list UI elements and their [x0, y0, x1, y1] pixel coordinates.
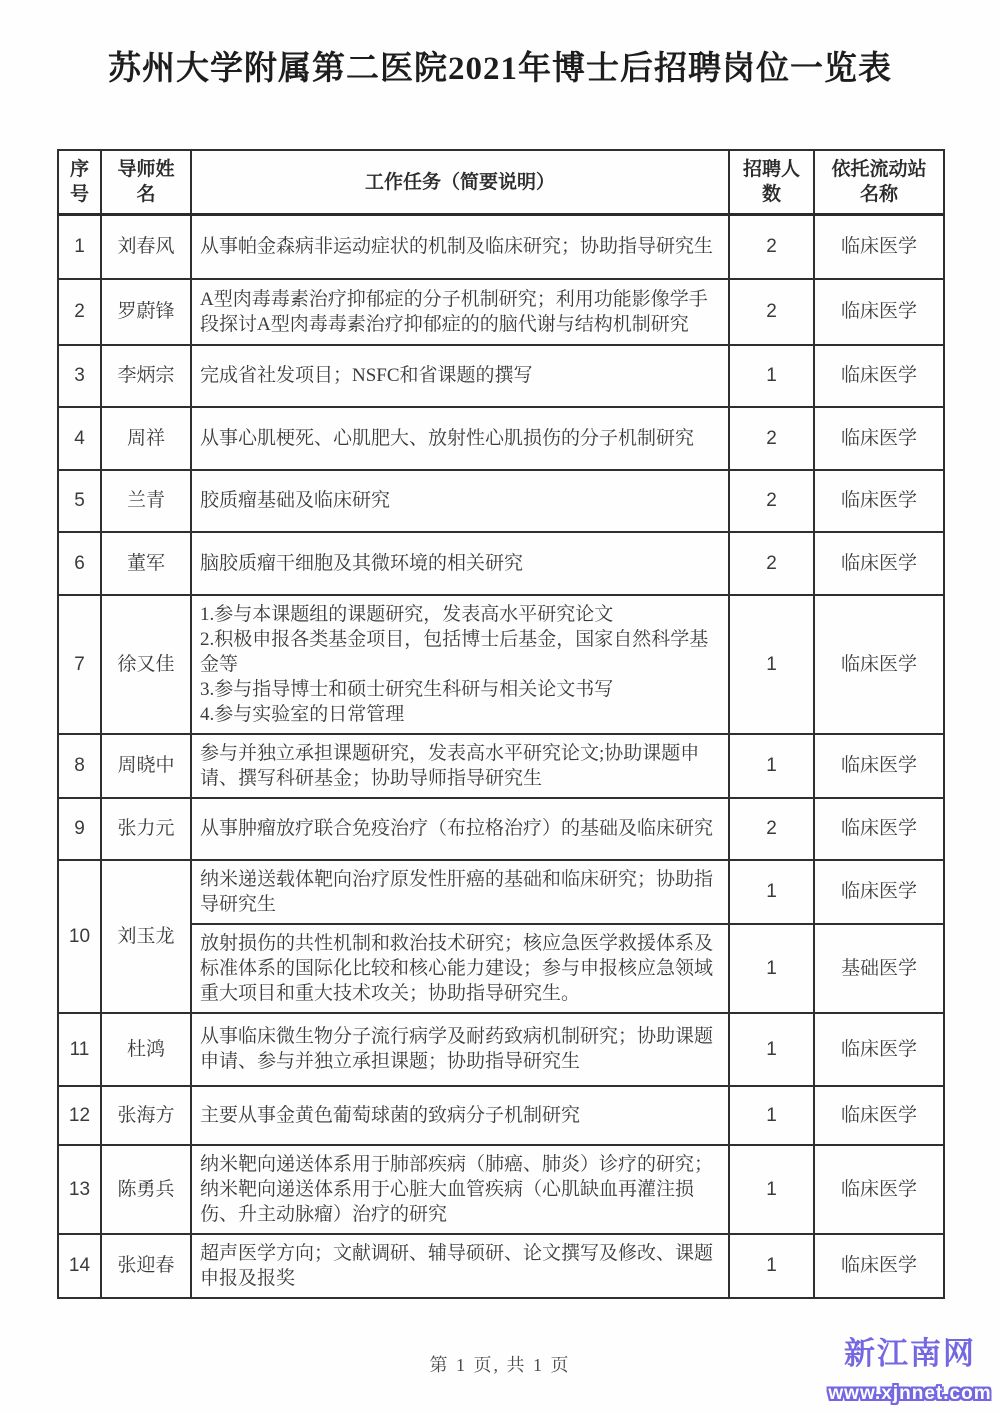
table-row — [58, 407, 944, 470]
cell-tasks — [191, 215, 729, 279]
cell-count: 1 — [729, 1013, 814, 1086]
cell-supervisor: 张海方 — [101, 1086, 191, 1145]
cell-station: 临床医学 — [814, 798, 944, 860]
cell-station: 临床医学 — [814, 860, 944, 924]
cell-supervisor: 陈勇兵 — [101, 1145, 191, 1234]
cell-count: 2 — [729, 470, 814, 532]
page-number: 第 1 页, 共 1 页 — [429, 1355, 571, 1375]
cell-supervisor: 张迎春 — [101, 1234, 191, 1298]
task-line: 从事肿瘤放疗联合免疫治疗（布拉格治疗）的基础及临床研究 — [200, 818, 714, 839]
cell-count: 2 — [729, 798, 814, 860]
col-header-station: 依托流动站名称 — [814, 150, 944, 215]
cell-no: 2 — [58, 279, 101, 345]
cell-tasks — [191, 1145, 729, 1234]
cell-supervisor: 兰青 — [101, 470, 191, 532]
cell-supervisor: 刘玉龙 — [101, 860, 191, 1013]
cell-supervisor: 罗蔚锋 — [101, 279, 191, 345]
cell-count: 1 — [729, 924, 814, 1013]
cell-supervisor: 张力元 — [101, 798, 191, 860]
cell-supervisor: 周晓中 — [101, 734, 191, 798]
cell-station: 临床医学 — [814, 345, 944, 407]
task-line: 胶质瘤基础及临床研究 — [200, 490, 391, 511]
table-row — [58, 1234, 944, 1298]
task-line: 完成省社发项目；NSFC和省课题的撰写 — [200, 365, 533, 386]
task-line: 脑胶质瘤干细胞及其微环境的相关研究 — [200, 552, 524, 574]
cell-station: 临床医学 — [814, 279, 944, 345]
cell-count: 2 — [729, 215, 814, 279]
cell-supervisor: 李炳宗 — [101, 345, 191, 407]
cell-count: 1 — [729, 1145, 814, 1234]
task-line: 4.参与实验室的日常管理 — [200, 703, 405, 725]
cell-tasks — [191, 407, 729, 470]
cell-station: 临床医学 — [814, 1234, 944, 1298]
cell-count: 2 — [729, 407, 814, 470]
cell-tasks — [191, 860, 729, 924]
task-line: 3.参与指导博士和硕士研究生科研与相关论文书写 — [200, 678, 614, 700]
cell-count: 1 — [729, 860, 814, 924]
cell-station: 临床医学 — [814, 1145, 944, 1234]
col-header-count: 招聘人数 — [729, 150, 814, 215]
table-row — [58, 532, 944, 595]
task-line: 参与并独立承担课题研究，发表高水平研究论文;协助课题申请、撰写科研基金；协助导师指导研究生 — [200, 742, 700, 789]
table-body — [58, 215, 944, 1298]
cell-count: 1 — [729, 345, 814, 407]
task-line: 纳米靶向递送体系用于肺部疾病（肺癌、肺炎）诊疗的研究； — [200, 1153, 714, 1175]
table-row — [58, 1145, 944, 1234]
cell-tasks — [191, 532, 729, 595]
cell-station: 临床医学 — [814, 734, 944, 798]
task-line: 纳米递送载体靶向治疗原发性肝癌的基础和临床研究；协助指导研究生 — [200, 868, 714, 915]
task-line: 2.积极申报各类基金项目，包括博士后基金，国家自然科学基金等 — [200, 628, 709, 675]
recruitment-table — [57, 149, 945, 1299]
cell-tasks — [191, 734, 729, 798]
watermark-url: www.xjnnet.com — [828, 1383, 992, 1405]
task-line: 纳米靶向递送体系用于心脏大血管疾病（心肌缺血再灌注损伤、升主动脉瘤）治疗的研究 — [200, 1178, 695, 1225]
task-line: 超声医学方向；文献调研、辅导硕研、论文撰写及修改、课题申报及报奖 — [200, 1242, 714, 1289]
table-row — [58, 595, 944, 734]
cell-tasks — [191, 595, 729, 734]
cell-tasks — [191, 1086, 729, 1145]
cell-station: 临床医学 — [814, 595, 944, 734]
cell-tasks — [191, 924, 729, 1013]
cell-tasks — [191, 1234, 729, 1298]
task-line: 从事心肌梗死、心肌肥大、放射性心肌损伤的分子机制研究 — [200, 427, 695, 449]
table-row — [58, 1013, 944, 1086]
site-watermark — [826, 1336, 994, 1405]
cell-no: 6 — [58, 532, 101, 595]
cell-count: 1 — [729, 1234, 814, 1298]
cell-no: 7 — [58, 595, 101, 734]
cell-station: 临床医学 — [814, 407, 944, 470]
table-row — [58, 215, 944, 279]
cell-supervisor: 周祥 — [101, 407, 191, 470]
task-line: 主要从事金黄色葡萄球菌的致病分子机制研究 — [200, 1104, 581, 1126]
table-row — [58, 734, 944, 798]
cell-no: 10 — [58, 860, 101, 1013]
table-row — [58, 1086, 944, 1145]
task-line: 从事帕金森病非运动症状的机制及临床研究；协助指导研究生 — [200, 236, 714, 258]
cell-tasks — [191, 345, 729, 407]
cell-tasks — [191, 1013, 729, 1086]
cell-no: 8 — [58, 734, 101, 798]
task-line: 放射损伤的共性机制和救治技术研究；核应急医学救援体系及标准体系的国际化比较和核心能力建设；参与申报核应急领域重大项目和重大技术攻关；协助指导研究生。 — [200, 932, 714, 1004]
table-row — [58, 924, 944, 1013]
cell-no: 1 — [58, 215, 101, 279]
cell-tasks — [191, 470, 729, 532]
page-title: 苏州大学附属第二医院2021年博士后招聘岗位一览表 — [108, 51, 892, 87]
table-row — [58, 860, 944, 924]
cell-no: 11 — [58, 1013, 101, 1086]
col-header-tasks: 工作任务（简要说明） — [191, 150, 729, 215]
cell-count: 2 — [729, 532, 814, 595]
task-line: A型肉毒毒素治疗抑郁症的分子机制研究；利用功能影像学手段探讨A型肉毒毒素治疗抑郁症的的脑代谢与结构机制研究 — [200, 288, 708, 335]
cell-count: 2 — [729, 279, 814, 345]
cell-no: 5 — [58, 470, 101, 532]
cell-station: 临床医学 — [814, 215, 944, 279]
cell-no: 12 — [58, 1086, 101, 1145]
table-row — [58, 798, 944, 860]
cell-tasks — [191, 798, 729, 860]
cell-supervisor: 杜鸿 — [101, 1013, 191, 1086]
cell-supervisor: 董军 — [101, 532, 191, 595]
cell-no: 9 — [58, 798, 101, 860]
cell-station: 临床医学 — [814, 1086, 944, 1145]
cell-count: 1 — [729, 734, 814, 798]
cell-station: 临床医学 — [814, 1013, 944, 1086]
col-header-supervisor: 导师姓名 — [101, 150, 191, 215]
cell-supervisor: 徐又佳 — [101, 595, 191, 734]
watermark-logo: 新江南网 — [844, 1335, 976, 1371]
cell-no: 4 — [58, 407, 101, 470]
cell-count: 1 — [729, 1086, 814, 1145]
cell-station: 临床医学 — [814, 470, 944, 532]
task-line: 从事临床微生物分子流行病学及耐药致病机制研究；协助课题申请、参与并独立承担课题；协助指导研究生 — [200, 1026, 714, 1072]
task-line: 1.参与本课题组的课题研究，发表高水平研究论文 — [200, 603, 614, 625]
cell-supervisor: 刘春风 — [101, 215, 191, 279]
cell-count: 1 — [729, 595, 814, 734]
table-row — [58, 470, 944, 532]
cell-no: 13 — [58, 1145, 101, 1234]
table-row — [58, 279, 944, 345]
col-header-no: 序号 — [58, 150, 101, 215]
cell-station: 临床医学 — [814, 532, 944, 595]
cell-tasks — [191, 279, 729, 345]
cell-no: 14 — [58, 1234, 101, 1298]
table-row — [58, 345, 944, 407]
cell-no: 3 — [58, 345, 101, 407]
cell-station: 基础医学 — [814, 924, 944, 1013]
header-row — [58, 150, 944, 215]
